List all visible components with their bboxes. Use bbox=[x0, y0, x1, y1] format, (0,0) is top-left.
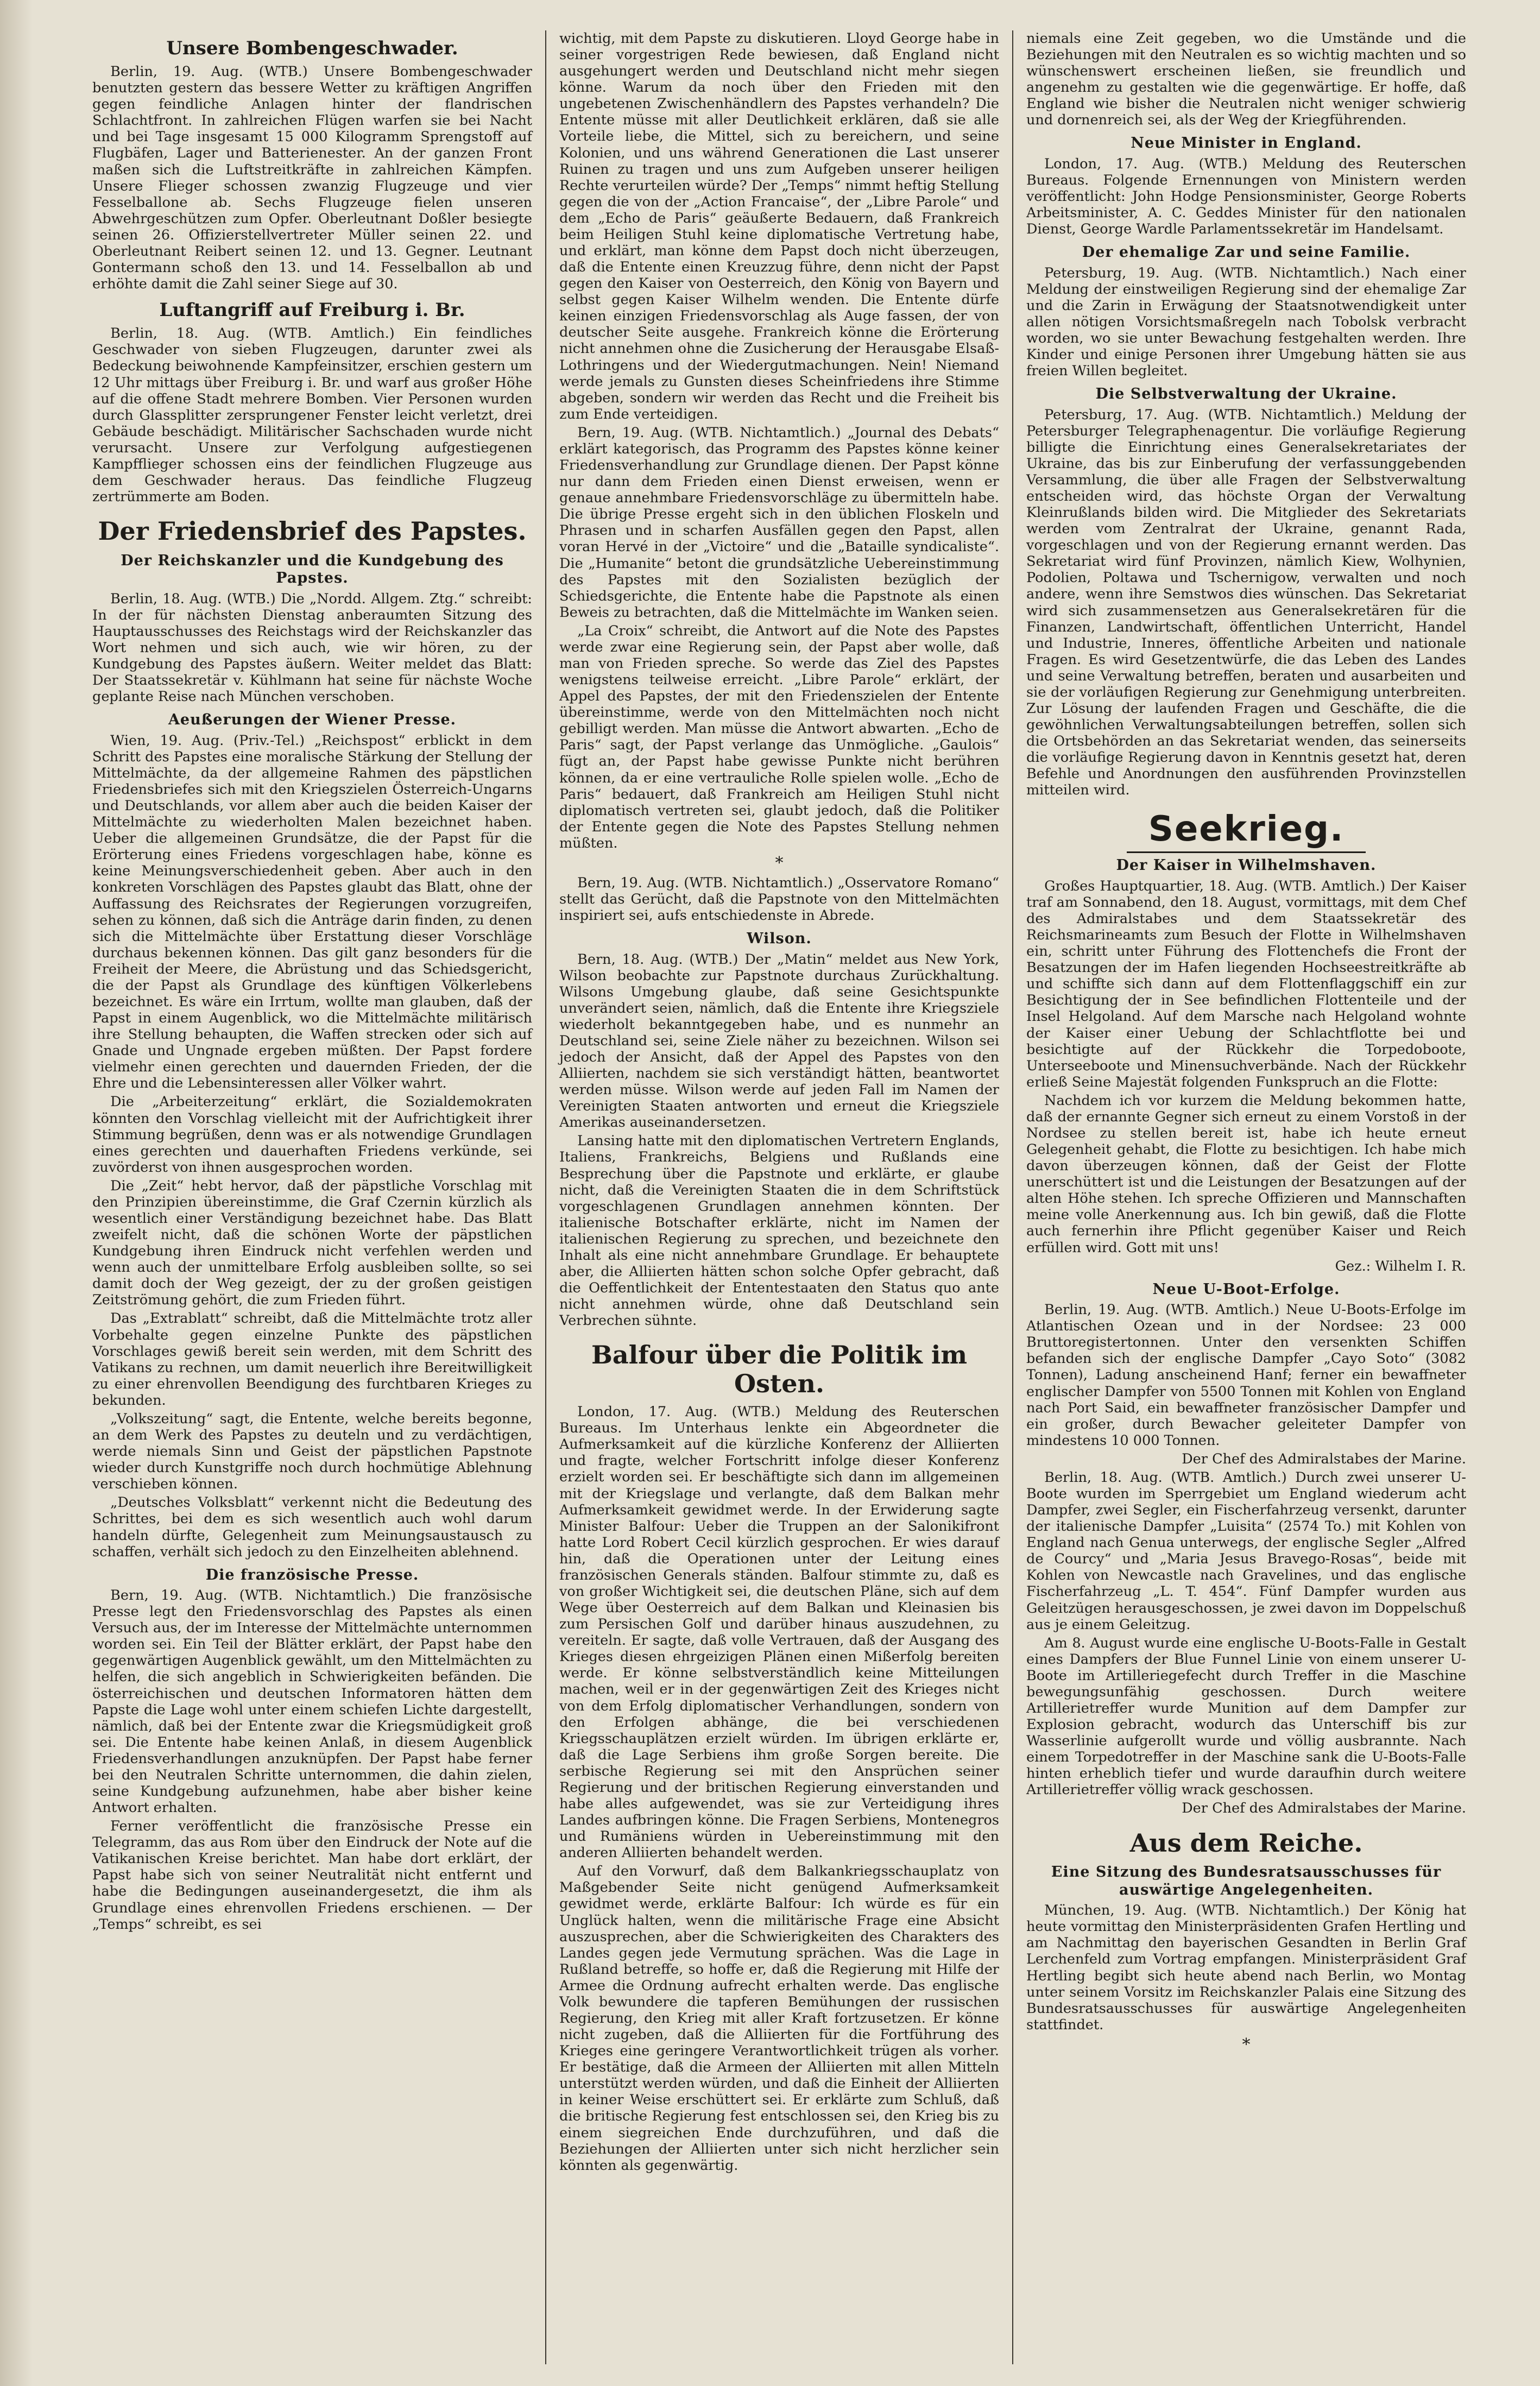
article-paragraph: London, 17. Aug. (WTB.) Meldung des Reuterschen Bureaus. Im Unterhaus lenkte ein Abgeordneter die Aufmerksamkeit auf die kürzliche Konferenz der Alliierten und fragte, welcher Fortschritt infolge dieser Konferenz erzielt worden sei. Er beschäftigte sich dann im allgemeinen mit der Kriegslage und verlangte, daß dem Balkan mehr Aufmerksamkeit gewidmet werde. In der Erwiderung sagte Minister Balfour: Ueber die Truppen an der Salonikifront hatte Lord Robert Cecil kürzlich gesprochen. Er wies darauf hin, daß die Operationen unter der Leitung eines französischen Generals ständen. Balfour stimmte zu, daß es von großer Wichtigkeit sei, die deutschen Pläne, sich auf dem Wege über Oesterreich auf dem Balkan und Kleinasien bis zum Persischen Golf und darüber hinaus auszudehnen, zu vereiteln. Er sagte, daß volle Vertrauen, daß der Ausgang des Krieges diesen ehrgeizigen Plänen einen Mißerfolg bereiten werde. Er könne selbstverständlich keine Mitteilungen machen, weil er in der gegenwärtigen Zeit des Krieges nicht von dem Erfolg diplomatischer Verhandlungen, sondern von den Erfolgen abhänge, die bei verschiedenen Kriegsschauplätzen erzielt würden. Im übrigen erklärte er, daß die Lage Serbiens ihm große Sorgen bereite. Die serbische Regierung sei mit den Ansprüchen seiner Regierung und der britischen Regierung einverstanden und habe alles aufgewendet, was sie zur Verteidigung ihres Landes aufbringen könne. Die Fragen Serbiens, Montenegros und Rumäniens würden in Uebereinstimmung mit den anderen Alliierten behandelt werden. bbox=[559, 1404, 999, 1861]
article-paragraph: „La Croix“ schreibt, die Antwort auf die Note des Papstes werde zwar eine Regierung sein, der Papst aber wolle, daß man von Frieden spreche. So werde das Ziel des Papstes wenigstens teilweise erreicht. „Libre Parole“ erklärt, der Appel des Papstes, der mit den Friedenszielen der Entente übereinstimme, werde von den Mittelmächten noch nicht gebilligt werden. Man müsse die Antwort abwarten. „Echo de Paris“ sagt, der Papst verlange das Unmögliche. „Gaulois“ fügt an, der Papst habe gewisse Punkte nicht berühren können, da er eine vertrauliche Rolle spielen wolle. „Echo de Paris“ bedauert, daß Frankreich am Heiligen Stuhl nicht diplomatisch vertreten sei, glaubt jedoch, daß die Politiker der Entente gegen die Note des Papstes Stellung nehmen müßten. bbox=[559, 622, 999, 851]
article-subheadline: Der Kaiser in Wilhelmshaven. bbox=[1116, 857, 1377, 874]
column-1 bbox=[81, 30, 543, 2364]
separator-asterisk: * bbox=[775, 853, 784, 873]
article-paragraph: London, 17. Aug. (WTB.) Meldung des Reuterschen Bureaus. Folgende Ernennungen von Ministern werden veröffentlicht: John Hodge Pensionsminister, George Roberts Arbeitsminister, A. C. Geddes Minister für den nationalen Dienst, George Wardle Parlamentssekretär im Handelsamt. bbox=[1026, 155, 1466, 238]
section-title bbox=[1026, 809, 1466, 849]
article-subheadline: Neue U-Boot-Erfolge. bbox=[1152, 1280, 1340, 1298]
article-paragraph: wichtig, mit dem Papste zu diskutieren. Lloyd George habe in seiner vorgestrigen Rede bewiesen, daß England nicht ausgehungert werden und Deutschland nicht mehr siegen könne. Warum da noch über den Frieden mit den ungebetenen Zwischenhändlern des Papstes verhandeln? Die Entente müsse mit aller Deutlichkeit erklären, daß sie alle Vorteile liebe, die Mittel, sich zu bereichern, und seine Kolonien, und uns während Generationen die Last unserer Ruinen zu tragen und uns zum Aufgeben unserer heiligen Rechte verurteilen würde? Der „Temps“ nimmt heftig Stellung gegen die von der „Action Francaise“, der „Libre Parole“ und dem „Echo de Paris“ geäußerte Bedauern, daß Frankreich beim Heiligen Stuhl keine diplomatische Vertretung habe, und erklärt, man könne dem Papst doch nicht überzeugen, daß die Entente einen Kreuzzug führe, denn nicht der Papst gegen den Kaiser von Oesterreich, den König von Bayern und selbst gegen Kaiser Wilhelm wenden. Die Entente dürfe keinen einzigen Friedensvorschlag als Auge fassen, der von deutscher Seite ausgehe. Frankreich könne die Erörterung nicht annehmen ohne die Zusicherung der Herausgabe Elsaß-Lothringens und der Wiedergutmachungen. Nein! Niemand werde jemals zu Gunsten dieses Scheinfriedens ihre Stimme abgeben, sondern wir werden das Recht und die Freiheit bis zum Ende verteidigen. bbox=[559, 30, 999, 422]
article-subheadline: Der Reichskanzler und die Kundgebung des Papstes. bbox=[121, 552, 504, 587]
article-paragraph: Das „Extrablatt“ schreibt, daß die Mittelmächte trotz aller Vorbehalte gegen einzelne Punkte des päpstlichen Vorschlages gewiß bereit sein werden, mit dem Schritt des Vatikans zu rechnen, um damit neuerlich ihre Bereitwilligkeit zu einer ehrenvollen Beendigung des furchtbaren Krieges zu bekunden. bbox=[92, 1310, 532, 1409]
article-paragraph: Auf den Vorwurf, daß dem Balkankriegsschauplatz von Maßgebender Seite nicht genügend Aufmerksamkeit gewidmet werde, erklärte Balfour: Ich würde es für ein Unglück halten, wenn die militärische Frage eine Absicht auszusprechen, aber die Schwierigkeiten des Charakters des Landes gegen jede Vermutung sprächen. Was die Lage in Rußland betreffe, so hoffe er, daß die Regierung mit Hilfe der Armee die Ordnung aufrecht erhalten werde. Das englische Volk bewundere die tapferen Bemühungen der russischen Regierung, den Krieg mit aller Kraft fortzusetzen. Er könne nicht zugeben, daß die Alliierten für die Fortführung des Krieges eine geringere Verantwortlichkeit trügen als vorher. Er bestätige, daß die Armeen der Alliierten mit allen Mitteln unterstützt werden würden, und daß die Einheit der Alliierten in keiner Weise erschüttert sei. Er erklärte zum Schluß, daß die britische Regierung fest entschlossen sei, den Krieg bis zu einem siegreichen Ende durchzuführen, und daß die Beziehungen der Alliierten unter sich nicht herzlicher sein könnten als gegenwärtig. bbox=[559, 1863, 999, 2174]
article-paragraph: Die „Zeit“ hebt hervor, daß der päpstliche Vorschlag mit den Prinzipien übereinstimme, die Graf Czernin kürzlich als wesentlich einer Verständigung bezeichnet habe. Das Blatt zweifelt nicht, daß die schönen Worte der päpstlichen Kundgebung ihren Eindruck nicht verfehlen werden und wenn auch der unmittelbare Erfolg ausbleiben sollte, so sei damit doch der Weg gezeigt, der zu der großen geistigen Zeitströmung gehört, die zum Frieden führt. bbox=[92, 1177, 532, 1309]
article-headline: Luftangriff auf Freiburg i. Br. bbox=[159, 299, 465, 321]
article-paragraph: Bern, 19. Aug. (WTB. Nichtamtlich.) Die französische Presse legt den Friedensvorschlag des Papstes als einen Versuch aus, der im Interesse der Mittelmächte unternommen worden sei. Ein Teil der Blätter erklärt, der Papst habe den gegenwärtigen Augenblick gewählt, um den Mittelmächten zu helfen, die sich angeblich in Schwierigkeiten befänden. Die österreichischen und deutschen Informatoren hätten dem Papste die Lage wohl unter einem schiefen Lichte dargestellt, nämlich, daß bei der Entente zwar die Kriegsmüdigkeit groß sei. Die Entente habe keinen Anlaß, in diesem Augenblick Friedensverhandlungen anzuknüpfen. Der Papst habe ferner bei den Neutralen Schritte unternommen, die dahin zielen, seine Kundgebung aufzunehmen, habe aber bisher keine Antwort erhalten. bbox=[92, 1587, 532, 1816]
section-headline: Der Friedensbrief des Papstes. bbox=[98, 516, 527, 546]
article-paragraph: Berlin, 18. Aug. (WTB. Amtlich.) Ein feindliches Geschwader von sieben Flugzeugen, darunter zwei als Bedeckung beiwohnende Kampfeinsitzer, erschien gestern um 12 Uhr mittags über Freiburg i. Br. und warf aus großer Höhe auf die offene Stadt mehrere Bomben. Vier Personen wurden durch Glassplitter zersprungener Fenster leicht verletzt, drei Gebäude beschädigt. Militärischer Sachschaden wurde nicht verursacht. Unsere zur Verfolgung aufgestiegenen Kampfflieger schossen eins der feindlichen Flugzeuge aus dem Geschwader heraus. Das feindliche Flugzeug zertrümmerte am Boden. bbox=[92, 325, 532, 506]
article-subheadline: Die Selbstverwaltung der Ukraine. bbox=[1095, 386, 1397, 403]
article-paragraph: Petersburg, 19. Aug. (WTB. Nichtamtlich.) Nach einer Meldung der einstweiligen Regierung sind der ehemalige Zar und die Zarin in Erwägung der Staatsnotwendigkeit unter allen nötigen Vorsichtsmaßregeln nach Tobolsk verbracht worden, wo sie unter Bewachung festgehalten werden. Ihre Kinder und einige Personen ihrer Umgebung hätten sie aus freien Willen begleitet. bbox=[1026, 264, 1466, 380]
article-subheadline: Die französische Presse. bbox=[205, 1566, 419, 1583]
page-fold-shadow bbox=[0, 0, 33, 2386]
column-rule bbox=[1012, 30, 1013, 2364]
article-paragraph: Berlin, 18. Aug. (WTB.) Die „Nordd. Allgem. Ztg.“ schreibt: In der für nächsten Dienstag anberaumten Sitzung des Hauptausschusses des Reichstags wird der Reichskanzler das Wort nehmen und sich auch, wie wir hören, zu der Kundgebung des Papstes äußern. Weiter meldet das Blatt: Der Staatssekretär v. Kühlmann hat seine für nächste Woche geplante Reise nach München verschoben. bbox=[92, 590, 532, 705]
column-container bbox=[81, 30, 1494, 2364]
signature-line: Gez.: Wilhelm I. R. bbox=[1335, 1258, 1466, 1274]
article-subheadline: Der ehemalige Zar und seine Familie. bbox=[1082, 244, 1411, 261]
article-subheadline: Eine Sitzung des Bundesratsausschusses für auswärtige Angelegenheiten. bbox=[1051, 1864, 1442, 1898]
article-headline: Unsere Bombengeschwader. bbox=[166, 37, 458, 59]
article-paragraph: Lansing hatte mit den diplomatischen Vertretern Englands, Italiens, Frankreichs, Belgiens und Rußlands eine Besprechung über die Papstnote und erklärte, er glaube nicht, daß die Vereinigten Staaten die in dem Schriftstück vorgeschlagenen Grundlagen annehmen könnten. Der italienische Botschafter erklärte, nicht im Namen der italienischen Regierung zu sprechen, und bezeichnete den Inhalt als eine nicht annehmbare Grundlage. Er behauptete aber, die Alliierten hätten schon solche Opfer gebracht, daß die Oeffentlichkeit der Ententestaaten den Status quo ante nicht annehmen würde, ohne daß Deutschland sein Verbrechen sühnte. bbox=[559, 1133, 999, 1329]
article-subheadline: Wilson. bbox=[747, 930, 812, 948]
signature-line: Der Chef des Admiralstabes der Marine. bbox=[1182, 1450, 1466, 1467]
article-paragraph: Bern, 19. Aug. (WTB. Nichtamtlich.) „Journal des Debats“ erklärt kategorisch, das Programm des Papstes könne keiner Friedensverhandlung zur Grundlage dienen. Der Papst könne nur dann dem Frieden einen Dienst erweisen, wenn er genaue annehmbare Friedensvorschläge zu übermitteln habe. Die übrige Presse ergeht sich in den üblichen Floskeln und Phrasen und in scharfen Ausfällen gegen den Papst, allen voran Hervé in der „Victoire“ und die „Bataille syndicaliste“. Die „Humanite“ betont die grundsätzliche Uebereinstimmung des Papstes mit den Sozialisten bezüglich der Schiedsgerichte, die Entente habe die Papstnote als einen Beweis zu betrachten, daß die Mittelmächte im Wanken seien. bbox=[559, 424, 999, 621]
article-paragraph: „Volkszeitung“ sagt, die Entente, welche bereits begonne, an dem Werk des Papstes zu deuteln und zu verdächtigen, werde niemals Sinn und Geist der päpstlichen Papstnote wieder durch Kunstgriffe noch durch hochmütige Ablehnung verschieben können. bbox=[92, 1410, 532, 1493]
article-paragraph: „Deutsches Volksblatt“ verkennt nicht die Bedeutung des Schrittes, bei dem es sich wesentlich auch wohl darum handeln dürfte, Gelegenheit zum Meinungsaustausch zu schaffen, verhält sich jedoch zu den Einzelheiten ablehnend. bbox=[92, 1494, 532, 1560]
article-paragraph: Petersburg, 17. Aug. (WTB. Nichtamtlich.) Meldung der Petersburger Telegraphenagentur. Die vorläufige Regierung billigte die Einrichtung eines Generalsekretariates der Ukraine, das bis zur Einberufung der verfassunggebenden Versammlung, die über alle Fragen der Selbstverwaltung entscheiden wird, das höchste Organ der Verwaltung Kleinrußlands bilden wird. Die Mitglieder des Sekretariats werden vom Zentralrat der Ukraine, genannt Rada, vorgeschlagen und von der Regierung ernannt werden. Das Sekretariat wird fünf Provinzen, nämlich Kiew, Wolhynien, Podolien, Poltawa und Tschernigow, verwalten und noch andere, wenn ihre Semstwos dies wünschen. Das Sekretariat wird sich zusammensetzen aus Generalsekretären für die Finanzen, Landwirtschaft, öffentlichen Unterricht, Handel und Industrie, Inneres, öffentliche Arbeiten und nationale Fragen. Es wird Gesetzentwürfe, die das Leben des Landes und seine Verwaltung betreffen, beraten und ausarbeiten und sie der vorläufigen Regierung zur Genehmigung unterbreiten. Zur Lösung der laufenden Fragen und Geschäfte, die die gewöhnlichen Verwaltungsabteilungen betreffen, sollen sich die Ortsbehörden an das Sekretariat wenden, das seinerseits die vorläufige Regierung davon in Kenntnis gesetzt hat, deren Befehle und Anordnungen den ausführenden Provinzstellen mitteilen wird. bbox=[1026, 406, 1466, 799]
article-paragraph: Ferner veröffentlicht die französische Presse ein Telegramm, das aus Rom über den Eindruck der Note auf die Vatikanischen Kreise berichtet. Man habe dort erklärt, der Papst habe sich von seiner Neutralität nicht entfernt und habe die Bedingungen auseinandergesetzt, die ihm als Grundlage eines ehrenvollen Friedens erschienen. — Der „Temps“ schreibt, es sei bbox=[92, 1818, 532, 1933]
article-paragraph: niemals eine Zeit gegeben, wo die Umstände und die Beziehungen mit den Neutralen es so wichtig machten und so wünschenswert erscheinen ließen, sie freundlich und angenehm zu gestalten wie die gegenwärtige. Er hoffe, daß England wie bisher die Neutralen nicht weniger schwierig und dornenreich sei, als der Weg der Kriegführenden. bbox=[1026, 30, 1466, 129]
article-paragraph: Bern, 19. Aug. (WTB. Nichtamtlich.) „Osservatore Romano“ stellt das Gerücht, daß die Papstnote von den Mittelmächten inspiriert sei, aufs entschiedenste in Abrede. bbox=[559, 874, 999, 924]
article-paragraph: Berlin, 18. Aug. (WTB. Amtlich.) Durch zwei unserer U-Boote wurden im Sperrgebiet um England wiederum acht Dampfer, zwei Segler, ein Fischerfahrzeug versenkt, darunter der italienische Dampfer „Luisita“ (2574 To.) mit Kohlen von England nach Genua unterwegs, der englische Segler „Alfred de Courcy“ und „Maria Jesus Bravego-Rosas“, beide mit Kohlen von Newcastle nach Gravelines, und das englische Fischerfahrzeug „L. T. 454“. Fünf Dampfer wurden aus Geleitzügen herausgeschossen, je zwei davon im Doppelschuß aus je einem Geleitzug. bbox=[1026, 1469, 1466, 1633]
article-paragraph: Bern, 18. Aug. (WTB.) Der „Matin“ meldet aus New York, Wilson beobachte zur Papstnote durchaus Zurückhaltung. Wilsons Umgebung glaube, daß seine Gesichtspunkte unverändert seien, nämlich, daß die Entente ihre Kriegsziele wiederholt bekanntgegeben habe, und es nunmehr an Deutschland sei, seine Ziele näher zu bezeichnen. Wilson sei jedoch der Ansicht, daß der Appel des Papstes von den Alliierten, nachdem sie sich verständigt hätten, beantwortet werden müsse. Wilson werde auf jeden Fall im Namen der Vereinigten Staaten antworten und erneut die Kriegsziele Amerikas auseinandersetzen. bbox=[559, 951, 999, 1131]
column-rule bbox=[545, 30, 546, 2364]
article-paragraph: Berlin, 19. Aug. (WTB. Amtlich.) Neue U-Boots-Erfolge im Atlantischen Ozean und in der Nordsee: 23 000 Bruttoregistertonnen. Unter den versenkten Schiffen befanden sich der englische Dampfer „Cayo Soto“ (3082 Tonnen), Ladung anscheinend Hanf; ferner ein bewaffneter englischer Dampfer von 5500 Tonnen mit Kohlen von England nach Port Said, ein bewaffneter französischer Dampfer und ein großer, durch Bewacher geleiteter Dampfer von mindestens 10 000 Tonnen. bbox=[1026, 1302, 1466, 1449]
article-paragraph: München, 19. Aug. (WTB. Nichtamtlich.) Der König hat heute vormittag den Ministerpräsidenten Grafen Hertling und am Nachmittag den bayerischen Gesandten in Berlin Graf Lerchenfeld zum Vortrag empfangen. Ministerpräsident Graf Hertling begibt sich heute abend nach Berlin, wo Montag unter seinem Vorsitz im Reichskanzler Palais eine Sitzung des Bundesratsausschusses für auswärtige Angelegenheiten stattfindet. bbox=[1026, 1902, 1466, 2033]
column-2 bbox=[548, 30, 1010, 2364]
article-paragraph: Am 8. August wurde eine englische U-Boots-Falle in Gestalt eines Dampfers der Blue Funnel Linie von einem unserer U-Boote im Artilleriegefecht durch Treffer in die Maschine bewegungsunfähig geschossen. Durch weitere Artillerietreffer wurde Munition auf dem Dampfer zur Explosion gebracht, wodurch das Unterschiff bis zur Wasserlinie aufgerollt wurde und völlig ausbrannte. Nach einem Torpedotreffer in der Maschine sank die U-Boots-Falle hinten erheblich tiefer und wurde daraufhin durch weitere Artillerietreffer völlig wrack geschossen. bbox=[1026, 1634, 1466, 1798]
article-paragraph: Wien, 19. Aug. (Priv.-Tel.) „Reichspost“ erblickt in dem Schritt des Papstes eine moralische Stärkung der Stellung der Mittelmächte, da der allgemeine Rahmen des päpstlichen Friedensbriefes sich mit den Kriegszielen Österreich-Ungarns und Deutschlands, vor allem aber auch die beiden Kaiser der Mittelmächte zu wiederholten Malen bezeichnet haben. Ueber die allgemeinen Grundsätze, die der Papst für die Erörterung eines Friedens vorgeschlagen habe, könne es keine Meinungsverschiedenheit geben. Aber auch in den konkreten Vorschlägen des Papstes glaubt das Blatt, ohne der Auffassung des Reichsrates der Regierungen vorzugreifen, sehen zu können, daß sich die Anträge darin finden, zu denen sich die Mittelmächte über Erstattung dieser Vorschläge durchaus bekennen können. Das gilt ganz besonders für die Freiheit der Meere, die Abrüstung und das Schiedsgericht, die der Papst als Grundlage des künftigen Völkerlebens bezeichnet. Es wäre ein Irrtum, wollte man glauben, daß der Papst in einem Augenblick, wo die Mittelmächte militärisch ihre Stellung behaupten, die Waffen strecken oder sich auf Gnade und Ungnade ergeben müßten. Der Papst fordere vielmehr einen gerechten und dauernden Frieden, der die Ehre und die Lebensinteressen aller Völker wahrt. bbox=[92, 732, 532, 1092]
signature-line: Der Chef des Admiralstabes der Marine. bbox=[1182, 1800, 1466, 1817]
article-paragraph: Nachdem ich vor kurzem die Meldung bekommen hatte, daß der ernannte Gegner sich erneut zu einem Vorstoß in der Nordsee zu stellen bereit ist, habe ich heute erneut Gelegenheit gehabt, die Flotte zu besichtigen. Ich habe mich davon überzeugen können, daß der Geist der Flotte unerschüttert ist und die Leistungen der Besatzungen auf der alten Höhe stehen. Ich spreche Offizieren und Mannschaften meine volle Anerkennung aus. Ich bin gewiß, daß die Flotte auch fernerhin ihre Pflicht gegenüber Kaiser und Reich erfüllen wird. Gott mit uns! bbox=[1026, 1092, 1466, 1256]
column-3 bbox=[1015, 30, 1477, 2364]
article-paragraph: Berlin, 19. Aug. (WTB.) Unsere Bombengeschwader benutzten gestern das bessere Wetter zu kräftigen Angriffen gegen feindliche Anlagen hinter der flandrischen Schlachtfront. In zahlreichen Flügen warfen sie bei Nacht und bei Tage insgesamt 15 000 Kilogramm Sprengstoff auf Flugbäfen, Lager und Batterienester. An der ganzen Front maßen sich die Luftstreitkräfte in zahlreichen Kämpfen. Unsere Flieger schossen zwanzig Flugzeuge und vier Fesselballone ab. Sechs Flugzeuge fielen unseren Abwehrgeschützen zum Opfer. Oberleutnant Doßler besiegte seinen 26. Offizierstellvertreter Müller seinen 22. und Oberleutnant Reibert seinen 12. und 13. Gegner. Leutnant Gontermann schoß den 13. und 14. Fesselballon ab und erhöhte damit die Zahl seiner Siege auf 30. bbox=[92, 64, 532, 293]
article-paragraph: Die „Arbeiterzeitung“ erklärt, die Sozialdemokraten könnten den Vorschlag vielleicht mit der Aufrichtigkeit ihrer Stimmung begrüßen, denn was er als notwendige Grundlagen eines gerechten und dauerhaften Friedens verkünde, sei zuvörderst von ihnen ausgesprochen worden. bbox=[92, 1094, 532, 1176]
article-subheadline: Aeußerungen der Wiener Presse. bbox=[168, 711, 457, 729]
separator-asterisk: * bbox=[1242, 2035, 1251, 2054]
article-paragraph: Großes Hauptquartier, 18. Aug. (WTB. Amtlich.) Der Kaiser traf am Sonnabend, den 18. August, vormittags, mit dem Chef des Admiralstabes und dem Staatssekretär des Reichsmarineamts zum Besuch der Flotte in Wilhelmshaven ein, schritt unter Führung des Flottenchefs die Front der Besatzungen der im Hafen liegenden Hochseestreitkräfte ab und schiffte sich dann auf dem Flottenflaggschiff ein zur Besichtigung der in See befindlichen Flottenteile und der Insel Helgoland. Auf dem Marsche nach Helgoland wohnte der Kaiser einer Uebung der Schlachtflotte bei und besichtigte auf der Rückkehr die Torpedoboote, Unterseeboote und Minensuchverbände. Nach der Rückkehr erließ Seine Majestät folgenden Funkspruch an die Flotte: bbox=[1026, 878, 1466, 1090]
section-headline: Balfour über die Politik im Osten. bbox=[591, 1340, 968, 1399]
article-subheadline: Neue Minister in England. bbox=[1131, 135, 1362, 152]
section-headline: Aus dem Reiche. bbox=[1129, 1828, 1363, 1858]
section-title-text: Seekrieg. bbox=[1127, 809, 1366, 853]
